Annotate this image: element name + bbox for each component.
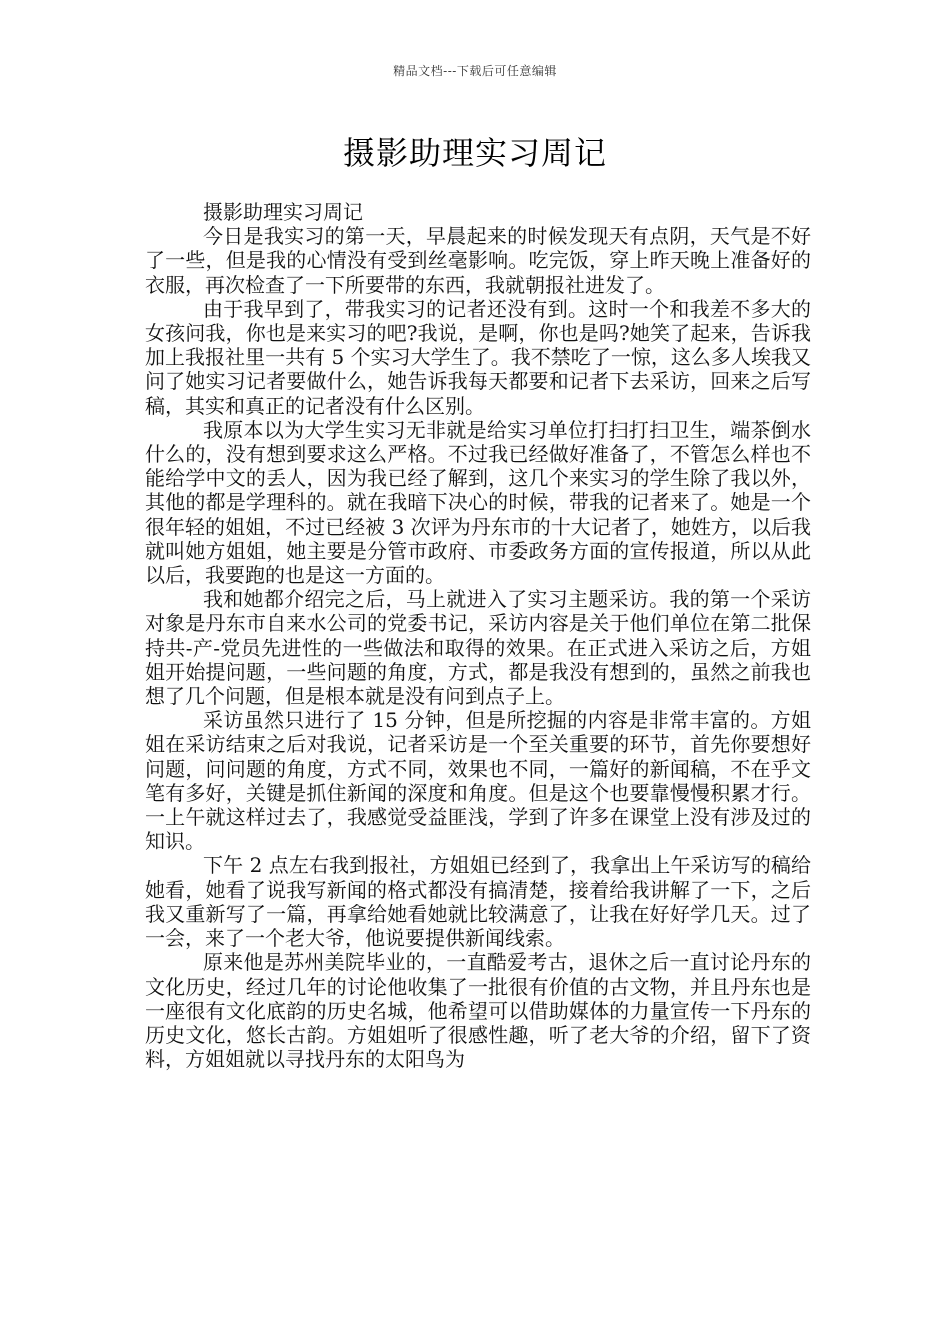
header-note: 精品文档---下载后可任意编辑 <box>393 64 557 78</box>
paragraph: 今日是我实习的第一天，早晨起来的时候发现天有点阴，天气是不好了一些，但是我的心情没有受到丝毫影响。吃完饭，穿上昨天晚上准备好的衣服，再次检查了一下所要带的东西，我就朝报社进发了。 <box>145 224 811 297</box>
document-body <box>145 200 811 1071</box>
paragraph: 原来他是苏州美院毕业的，一直酷爱考古，退休之后一直讨论丹东的文化历史，经过几年的讨论他收集了一批很有价值的古文物，并且丹东也是一座很有文化底韵的历史名城，他希望可以借助媒体的力量宣传一下丹东的历史文化，悠长古韵。方姐姐听了很感性趣，听了老大爷的介绍，留下了资料，方姐姐就以寻找丹东的太阳鸟为 <box>145 950 811 1072</box>
paragraph: 采访虽然只进行了 15 分钟，但是所挖掘的内容是非常丰富的。方姐姐在采访结束之后对我说，记者采访是一个至关重要的环节，首先你要想好问题，问问题的角度，方式不同，效果也不同，一篇好的新闻稿，不在乎文笔有多好，关键是抓住新闻的深度和角度。但是这个也要靠慢慢积累才行。一上午就这样过去了，我感觉受益匪浅，学到了许多在课堂上没有涉及过的知识。 <box>145 708 811 854</box>
page-title: 摄影助理实习周记 <box>342 134 607 172</box>
paragraph: 下午 2 点左右我到报社，方姐姐已经到了，我拿出上午采访写的稿给她看，她看了说我写新闻的格式都没有搞清楚，接着给我讲解了一下，之后我又重新写了一篇，再拿给她看她就比较满意了，让我在好好学几天。过了一会，来了一个老大爷，他说要提供新闻线索。 <box>145 853 811 951</box>
paragraph-subtitle: 摄影助理实习周记 <box>203 200 363 224</box>
paragraph: 由于我早到了，带我实习的记者还没有到。这时一个和我差不多大的女孩问我，你也是来实习的吧?我说，是啊，你也是吗?她笑了起来，告诉我加上我报社里一共有 5 个实习大学生了。我不禁吃了一惊，这么多人埃我又问了她实习记者要做什么，她告诉我每天都要和记者下去采访，回来之后写稿，其实和真正的记者没有什么区别。 <box>145 296 811 418</box>
paragraph: 我原本以为大学生实习无非就是给实习单位打扫打扫卫生，端茶倒水什么的，没有想到要求这么严格。不过我已经做好准备了，不管怎么样也不能给学中文的丢人，因为我已经了解到，这几个来实习的学生除了我以外，其他的都是学理科的。就在我暗下决心的时候，带我的记者来了。她是一个很年轻的姐姐，不过已经被 3 次评为丹东市的十大记者了，她姓方，以后我就叫她方姐姐，她主要是分管市政府、市委政务方面的宣传报道，所以从此以后，我要跑的也是这一方面的。 <box>145 417 811 588</box>
paragraph: 我和她都介绍完之后，马上就进入了实习主题采访。我的第一个采访对象是丹东市自来水公司的党委书记，采访内容是关于他们单位在第二批保持共-产-党员先进性的一些做法和取得的效果。在正式进入采访之后，方姐姐开始提问题，一些问题的角度，方式，都是我没有想到的，虽然之前我也想了几个问题，但是根本就是没有问到点子上。 <box>145 587 811 709</box>
